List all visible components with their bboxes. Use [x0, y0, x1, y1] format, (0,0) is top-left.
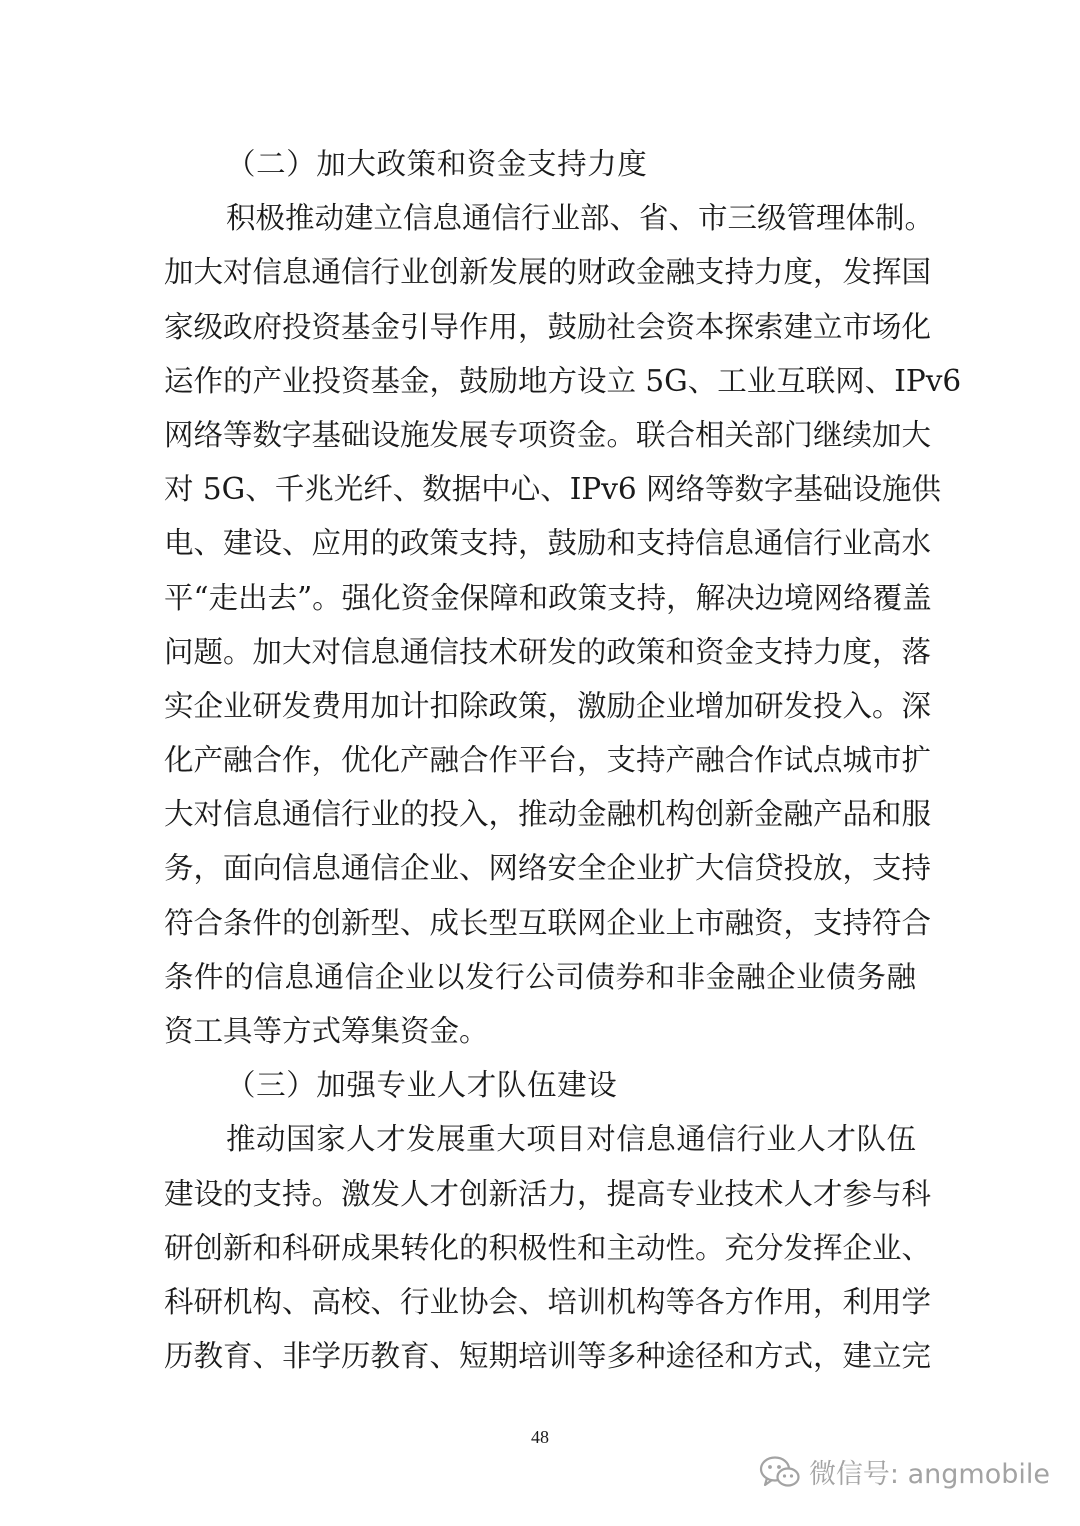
text-line: 研创新和科研成果转化的积极性和主动性。充分发挥企业、: [164, 1230, 932, 1265]
text-line: 条件的信息通信企业以发行公司债券和非金融企业债务融: [164, 959, 916, 994]
text-line: 大对信息通信行业的投入，推动金融机构创新金融产品和服: [164, 797, 932, 832]
text-line: 推动国家人才发展重大项目对信息通信行业人才队伍: [226, 1122, 916, 1157]
text-line: 电、建设、应用的政策支持，鼓励和支持信息通信行业高水: [164, 526, 932, 561]
text-line: 符合条件的创新型、成长型互联网企业上市融资，支持符合: [164, 905, 932, 940]
text-line: 务，面向信息通信企业、网络安全企业扩大信贷投放，支持: [164, 851, 932, 886]
text-line: 家级政府投资基金引导作用，鼓励社会资本探索建立市场化: [164, 309, 932, 344]
document-body: [164, 137, 962, 1383]
section-heading-talent: （三）加强专业人才队伍建设: [226, 1068, 618, 1103]
text-line: 积极推动建立信息通信行业部、省、市三级管理体制。: [226, 201, 935, 236]
text-line: 建设的支持。激发人才创新活力，提高专业技术人才参与科: [164, 1176, 932, 1211]
text-line: 化产融合作，优化产融合作平台，支持产融合作试点城市扩: [164, 743, 932, 778]
section-heading-policy-funding: （二）加大政策和资金支持力度: [226, 147, 648, 181]
text-line: 网络等数字基础设施发展专项资金。联合相关部门继续加大: [164, 417, 932, 452]
page-number: 48: [531, 1427, 549, 1447]
watermark-text: 微信号: angmobile: [808, 1459, 1050, 1490]
text-line: 运作的产业投资基金，鼓励地方设立 5G、工业互联网、IPv6: [164, 363, 962, 398]
text-line: 问题。加大对信息通信技术研发的政策和资金支持力度，落: [164, 634, 932, 669]
text-line: 对 5G、千兆光纤、数据中心、IPv6 网络等数字基础设施供: [164, 472, 942, 507]
text-line: 科研机构、高校、行业协会、培训机构等各方作用，利用学: [164, 1284, 932, 1319]
text-line: 加大对信息通信行业创新发展的财政金融支持力度，发挥国: [164, 255, 932, 290]
wechat-icon: [759, 1454, 801, 1490]
text-line: 资工具等方式筹集资金。: [164, 1014, 489, 1048]
text-line: 实企业研发费用加计扣除政策，激励企业增加研发投入。深: [164, 688, 932, 723]
text-line: 历教育、非学历教育、短期培训等多种途径和方式，建立完: [164, 1339, 932, 1374]
text-line: 平“走出去”。强化资金保障和政策支持，解决边境网络覆盖: [164, 580, 932, 615]
wechat-watermark: [759, 1452, 1050, 1491]
